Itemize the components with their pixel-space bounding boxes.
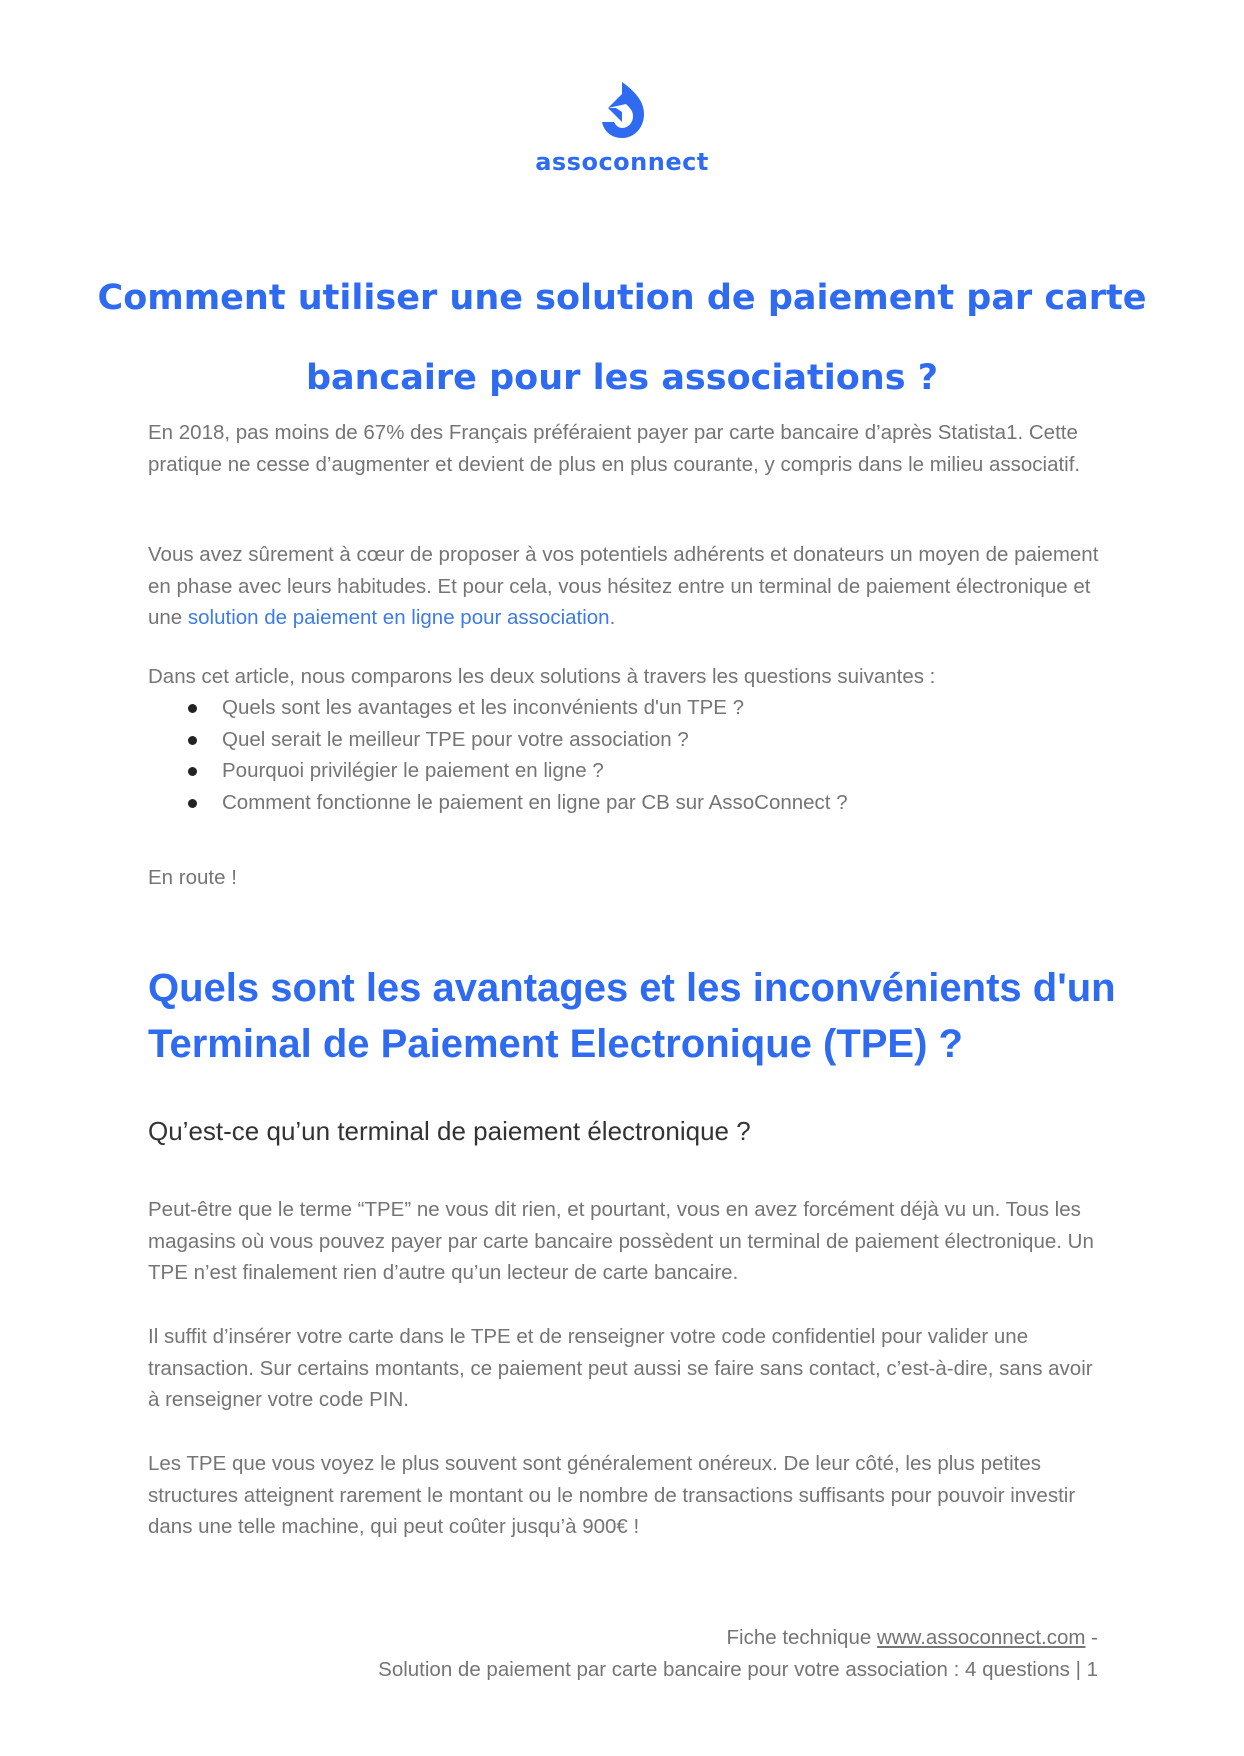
section-subheading: Qu’est-ce qu’un terminal de paiement électronique ? xyxy=(148,1116,751,1146)
bullet-icon xyxy=(188,767,197,776)
section-heading: Quels sont les avantages et les inconvénients d'un Terminal de Paiement Electronique (TPE) ? xyxy=(148,966,1116,1066)
intro-paragraph-4: En route ! xyxy=(148,866,237,889)
footer-line-2: Solution de paiement par carte bancaire pour votre association : 4 questions | 1 xyxy=(378,1658,1098,1681)
page-title: Comment utiliser une solution de paiement par carte bancaire pour les associations ? xyxy=(97,278,1147,398)
section-paragraph-3: Les TPE que vous voyez le plus souvent sont généralement onéreux. De leur côté, les plus petites structures atteignent rarement le montant ou le nombre de transactions suffisants pour pouvoir investir dans une telle machine, qui peut coûter jusqu’à 900€ ! xyxy=(148,1452,1076,1538)
page-footer xyxy=(378,1622,1098,1686)
list-item xyxy=(148,692,1108,724)
section-paragraph-1: Peut-être que le terme “TPE” ne vous dit rien, et pourtant, vous en avez forcément déjà vu un. Tous les magasins où vous pouvez payer par carte bancaire possèdent un terminal de paiement électronique. Un TPE n’est finalement rien d’autre qu’un lecteur de carte bancaire. xyxy=(148,1198,1094,1284)
list-item xyxy=(148,755,1108,787)
logo-text: assoconnect xyxy=(535,148,709,176)
footer-line-1 xyxy=(378,1622,1098,1654)
list-item-text: Quels sont les avantages et les inconvénients d'un TPE ? xyxy=(222,696,745,719)
bullet-icon xyxy=(188,799,197,808)
question-list xyxy=(148,692,1108,818)
list-item xyxy=(148,787,1108,819)
intro-paragraph-2 xyxy=(148,539,1108,634)
payment-solution-link[interactable]: solution de paiement en ligne pour association xyxy=(187,606,610,629)
intro-paragraph-2-text: Vous avez sûrement à cœur de proposer à vos potentiels adhérents et donateurs un moyen de paiement en phase avec leurs habitudes. Et pour cela, vous hésitez entre un terminal de paiement électronique et une xyxy=(148,543,1099,629)
list-item-text: Comment fonctionne le paiement en ligne par CB sur AssoConnect ? xyxy=(222,790,848,814)
bullet-icon xyxy=(188,736,197,745)
list-item-text: Quel serait le meilleur TPE pour votre association ? xyxy=(222,727,689,751)
intro-paragraph-3: Dans cet article, nous comparons les deux solutions à travers les questions suivantes : xyxy=(148,665,936,688)
list-item-text: Pourquoi privilégier le paiement en ligne ? xyxy=(222,759,604,782)
list-item xyxy=(148,724,1108,756)
footer-prefix: Fiche technique xyxy=(726,1626,877,1649)
bullet-icon xyxy=(188,704,197,713)
intro-paragraph-2-end: . xyxy=(609,606,616,629)
section-paragraph-2: Il suffit d’insérer votre carte dans le TPE et de renseigner votre code confidentiel pour valider une transaction. Sur certains montants, ce paiement peut aussi se faire sans contact, c’est-à-dire, sans avoir à renseigner votre code PIN. xyxy=(148,1325,1093,1411)
footer-url-link[interactable]: www.assoconnect.com xyxy=(876,1626,1086,1649)
logo xyxy=(0,78,1244,176)
footer-suffix: - xyxy=(1085,1626,1098,1649)
assoconnect-logo-icon xyxy=(594,78,650,142)
intro-paragraph-1: En 2018, pas moins de 67% des Français préféraient payer par carte bancaire d’après Statista1. Cette pratique ne cesse d’augmenter et devient de plus en plus courante, y compris dans le milieu associatif. xyxy=(148,421,1081,476)
